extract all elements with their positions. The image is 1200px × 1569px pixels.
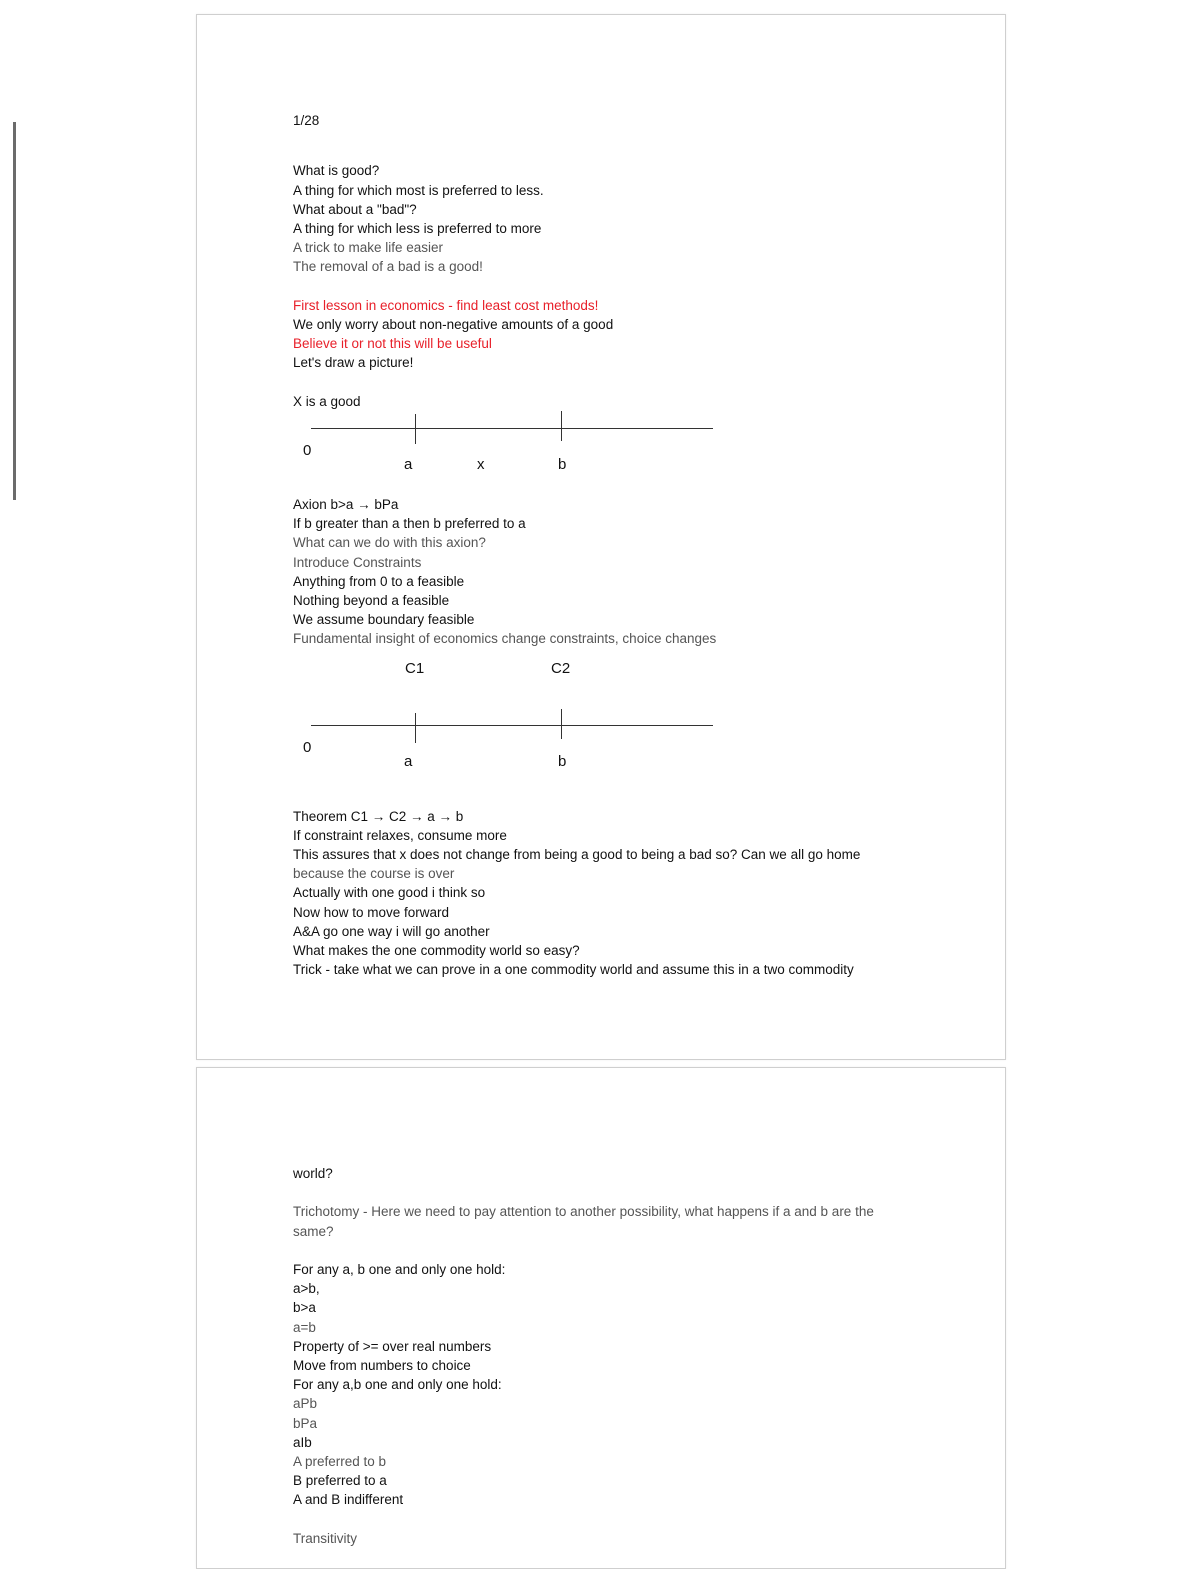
text-line: Introduce Constraints bbox=[293, 554, 422, 570]
tick-a bbox=[415, 414, 416, 444]
tick-b bbox=[561, 709, 562, 739]
zero-label: 0 bbox=[303, 442, 312, 459]
page-1-content bbox=[293, 111, 913, 979]
c1-label: C1 bbox=[405, 659, 425, 677]
a-label: a bbox=[404, 456, 413, 473]
number-line-axis bbox=[311, 725, 713, 726]
number-line-diagram-2 bbox=[293, 649, 913, 807]
text-line: aPb bbox=[293, 1396, 318, 1412]
text-line: A thing for which most is preferred to less. bbox=[293, 182, 544, 198]
red-highlight-line: Believe it or not this will be useful bbox=[293, 336, 492, 352]
text-line: A&A go one way i will go another bbox=[293, 923, 490, 939]
text-line: If constraint relaxes, consume more bbox=[293, 827, 507, 843]
text-line: If b greater than a then b preferred to a bbox=[293, 516, 526, 532]
text-line: The removal of a bad is a good! bbox=[293, 259, 483, 275]
zero-label: 0 bbox=[303, 738, 312, 756]
text-line: Move from numbers to choice bbox=[293, 1358, 471, 1373]
text-line: What can we do with this axion? bbox=[293, 535, 486, 551]
scroll-indicator[interactable] bbox=[13, 122, 16, 500]
text-line: Transitivity bbox=[293, 1530, 358, 1546]
c2-label: C2 bbox=[551, 659, 571, 677]
text-line: A thing for which less is preferred to more bbox=[293, 221, 542, 236]
page-2-content bbox=[293, 1164, 913, 1548]
text-line: Fundamental insight of economics change constraints, choice changes bbox=[293, 631, 717, 647]
tick-a bbox=[415, 713, 416, 743]
text-line: For any a, b one and only one hold: bbox=[293, 1261, 506, 1277]
document-page-2 bbox=[196, 1067, 1006, 1569]
x-label: x bbox=[477, 456, 485, 473]
b-label: b bbox=[558, 752, 567, 770]
text-line: Now how to move forward bbox=[293, 904, 450, 920]
text-paragraph: Trichotomy - Here we need to pay attention to another possibility, what happens if a and b are the same? bbox=[293, 1204, 874, 1239]
text-line: Let's draw a picture! bbox=[293, 355, 414, 371]
text-line: A preferred to b bbox=[293, 1454, 387, 1470]
text-line: Nothing beyond a feasible bbox=[293, 593, 450, 609]
text-line: What makes the one commodity world so easy? bbox=[293, 943, 580, 959]
text-line: a=b bbox=[293, 1319, 316, 1335]
text-line: For any a,b one and only one hold: bbox=[293, 1377, 502, 1393]
text-line: What about a "bad"? bbox=[293, 201, 417, 217]
text-line: because the course is over bbox=[293, 866, 455, 882]
text-line: B preferred to a bbox=[293, 1473, 387, 1489]
text-line: bPa bbox=[293, 1415, 318, 1431]
red-highlight-line: First lesson in economics - find least cost methods! bbox=[293, 297, 599, 313]
text-line: A trick to make life easier bbox=[293, 240, 444, 256]
number-line-diagram-1 bbox=[293, 411, 913, 489]
text-line: Theorem C1 → C2 → a → b bbox=[293, 808, 464, 824]
text-line: world? bbox=[293, 1166, 333, 1181]
a-label: a bbox=[404, 752, 413, 770]
text-line: aIb bbox=[293, 1434, 312, 1450]
text-line: A and B indifferent bbox=[293, 1492, 404, 1508]
document-page-1 bbox=[196, 14, 1006, 1060]
text-line: Actually with one good i think so bbox=[293, 885, 486, 901]
text-line: b>a bbox=[293, 1300, 316, 1316]
text-line: a>b, bbox=[293, 1281, 320, 1297]
text-line: X is a good bbox=[293, 393, 361, 409]
text-line: What is good? bbox=[293, 163, 380, 179]
text-line: Axion b>a → bPa bbox=[293, 497, 399, 512]
tick-b bbox=[561, 411, 562, 441]
text-line: Anything from 0 to a feasible bbox=[293, 573, 465, 589]
text-line: Trick - take what we can prove in a one commodity world and assume this in a two commodity bbox=[293, 962, 854, 978]
text-line: We assume boundary feasible bbox=[293, 612, 475, 628]
text-line: This assures that x does not change from being a good to being a bad so? Can we all go home bbox=[293, 847, 861, 863]
b-label: b bbox=[558, 456, 567, 473]
text-line: We only worry about non-negative amounts of a good bbox=[293, 317, 614, 332]
text-line: Property of >= over real numbers bbox=[293, 1338, 492, 1354]
page-label: 1/28 bbox=[293, 113, 320, 128]
number-line-axis bbox=[311, 428, 713, 429]
